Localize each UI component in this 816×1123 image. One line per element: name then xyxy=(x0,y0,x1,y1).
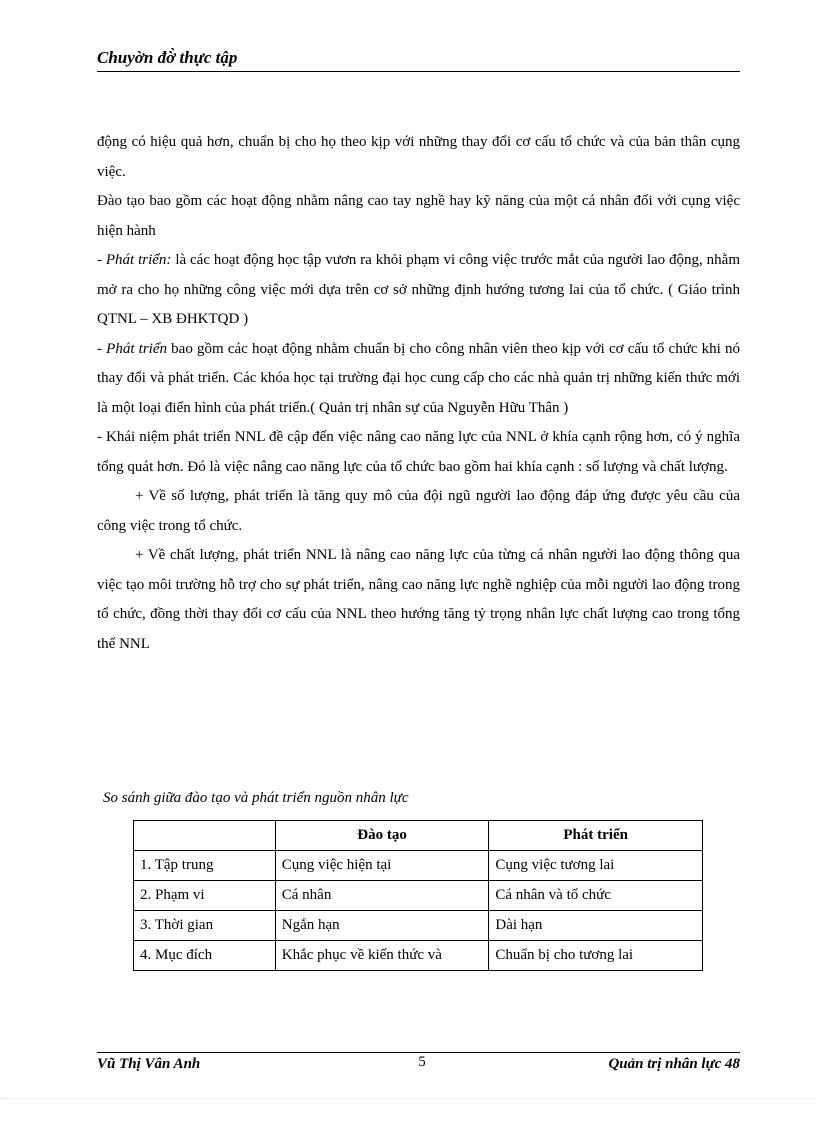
table-cell: Cá nhân và tổ chức xyxy=(489,881,703,911)
page-edge-divider xyxy=(0,1098,816,1099)
paragraph-3 xyxy=(97,246,740,335)
table-cell: Ngắn hạn xyxy=(275,911,489,941)
table-caption: So sánh giữa đào tạo và phát triển nguồn nhân lực xyxy=(103,790,409,806)
table-cell: Cụng việc tương lai xyxy=(489,851,703,881)
paragraph-2: Đào tạo bao gồm các hoạt động nhằm nâng cao tay nghề hay kỹ năng của một cá nhân đối với cụng việc hiện hành xyxy=(97,193,740,239)
table-cell: Dài hạn xyxy=(489,911,703,941)
paragraph-1: động có hiệu quả hơn, chuẩn bị cho họ theo kịp với những thay đổi cơ cấu tổ chức và của bản thân cụng việc. xyxy=(97,134,740,180)
document-header-title: Chuyờn đờ̀ thực tập xyxy=(97,48,238,67)
table-cell: 2. Phạm vi xyxy=(134,881,276,911)
paragraph-4-text: bao gồm các hoạt động nhằm chuẩn bị cho công nhân viên theo kịp với cơ cấu tổ chức khi nó thay đổi và phát triển. Các khóa học tại trường đại học cung cấp cho các nhà quản trị những kiến thức mới là một loại điển hình của phát triển.( Quản trị nhân sự của Nguyễn Hữu Thân ) xyxy=(97,340,740,416)
footer-class-name: Quản trị nhân lực 48 xyxy=(608,1056,740,1072)
term-phat-trien-1: Phát triển: xyxy=(105,252,172,268)
paragraph-3-text: là các hoạt động học tập vươn ra khỏi phạm vi công việc trước mắt của người lao động, nhằm mở ra cho họ những công việc mới dựa trên cơ sở những định hướng tương lai của tổ chức. ( Giáo trình QTNL – XB ĐHKTQD ) xyxy=(97,252,741,327)
term-phat-trien-2: Phát triển xyxy=(106,340,167,357)
paragraph-7: + Về chất lượng, phát triển NNL là nâng cao năng lực của từng cá nhân người lao động thông qua việc tạo môi trường hỗ trợ cho sự phát triển, nâng cao năng lực nghề nghiệp của mỗi người lao động trong tổ chức, đồng thời thay đổi cơ cấu của NNL theo hướng tăng tỷ trọng nhân lực chất lượng cao trong tổng thể NNL xyxy=(97,547,740,652)
paragraph-4-prefix: - xyxy=(97,340,107,357)
table-header-row xyxy=(134,821,703,851)
table-row xyxy=(134,881,703,911)
footer-rule xyxy=(97,1052,740,1053)
table-row xyxy=(134,851,703,881)
table-row xyxy=(134,941,703,971)
table-header-cell xyxy=(134,821,276,851)
table-cell: 3. Thời gian xyxy=(134,911,276,941)
table-cell: 4. Mục đích xyxy=(134,941,276,971)
table-cell: Chuẩn bị cho tương lai xyxy=(489,941,703,971)
footer-author: Vũ Thị Vân Anh xyxy=(97,1056,201,1072)
table-header-cell: Phát triển xyxy=(489,821,703,851)
table-cell: Khắc phục về kiến thức và xyxy=(275,941,489,971)
comparison-table xyxy=(133,820,703,971)
table-row xyxy=(134,911,703,941)
paragraph-5: - Khái niệm phát triển NNL đề cập đến việc nâng cao năng lực của NNL ở khía cạnh rộng hơn, có ý nghĩa tổng quát hơn. Đó là việc nâng cao năng lực của tổ chức bao gồm hai khía cạnh : số lượng và chất lượng. xyxy=(97,429,740,475)
header-rule xyxy=(97,71,740,72)
paragraph-4 xyxy=(97,335,740,424)
page-number: 5 xyxy=(418,1054,426,1070)
table-cell: 1. Tập trung xyxy=(134,851,276,881)
table-header-cell: Đào tạo xyxy=(275,821,489,851)
table-cell: Cụng việc hiện tại xyxy=(275,851,489,881)
table-cell: Cá nhân xyxy=(275,881,489,911)
document-body xyxy=(97,128,740,659)
paragraph-3-prefix: - xyxy=(97,252,106,268)
paragraph-6: + Về số lượng, phát triển là tăng quy mô của đội ngũ người lao động đáp ứng được yêu cầu của công việc trong tổ chức. xyxy=(97,488,740,534)
